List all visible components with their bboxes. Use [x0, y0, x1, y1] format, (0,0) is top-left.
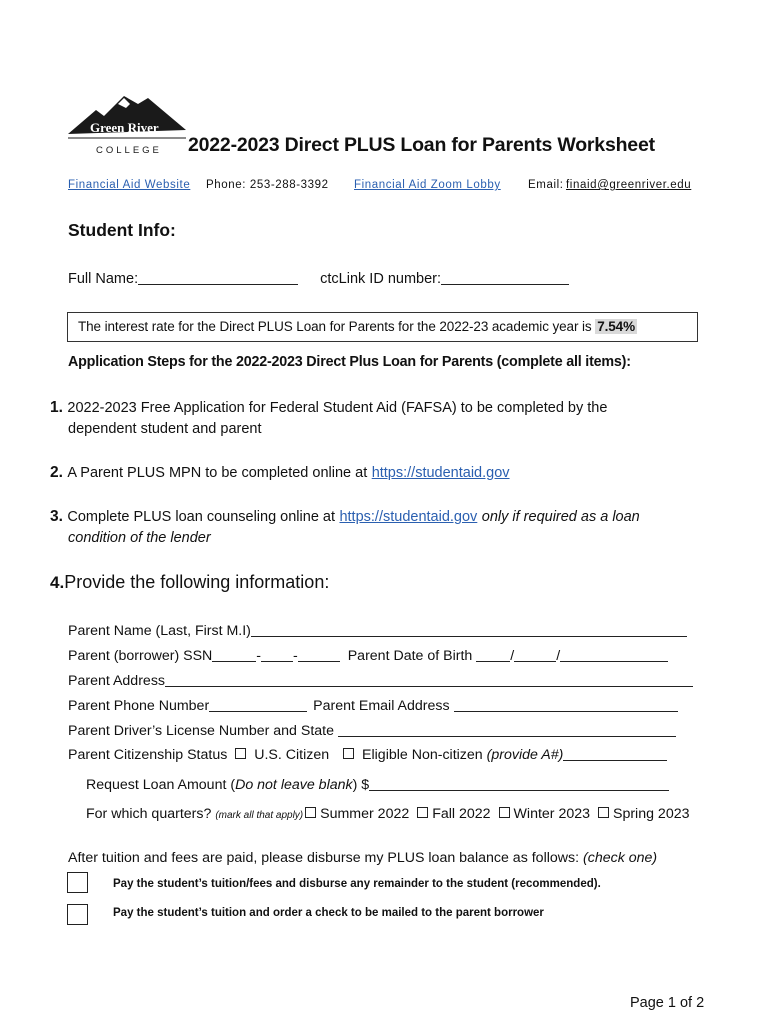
step-4: [50, 572, 329, 593]
green-river-college-logo: [66, 92, 188, 156]
full-name-row: [68, 270, 569, 287]
step-3-italic: only if required as a loan: [481, 509, 640, 525]
address-field[interactable]: [165, 672, 693, 687]
disburse-option-2-label: Pay the student’s tuition and order a check to be mailed to the parent borrower: [113, 907, 544, 919]
request-amount-row: [86, 776, 669, 793]
license-row: [68, 722, 676, 739]
winter-2023-checkbox[interactable]: [499, 807, 510, 818]
application-steps-heading: Application Steps for the 2022-2023 Direct Plus Loan for Parents (complete all items):: [68, 354, 631, 370]
ctclink-label: ctcLink ID number:: [320, 271, 442, 287]
ctclink-field[interactable]: [441, 270, 569, 285]
disburse-option-1-checkbox[interactable]: [67, 872, 88, 893]
ssn-dash: -: [256, 648, 262, 664]
step-2-number: 2.: [50, 464, 63, 481]
quarters-label: For which quarters?: [86, 806, 212, 822]
ssn-label: Parent (borrower) SSN: [68, 648, 213, 664]
full-name-label: Full Name:: [68, 271, 139, 287]
step-1-number: 1.: [50, 399, 63, 416]
a-number-field[interactable]: [563, 746, 667, 761]
license-field[interactable]: [338, 722, 676, 737]
step-3: [50, 508, 640, 526]
license-label: Parent Driver’s License Number and State: [68, 723, 335, 739]
parent-name-row: [68, 622, 687, 639]
request-amount-label: Request Loan Amount (: [86, 777, 236, 793]
citizenship-label: Parent Citizenship Status: [68, 747, 228, 763]
step-3-text: Complete PLUS loan counseling online at: [67, 509, 336, 525]
step-4-text: Provide the following information:: [64, 572, 330, 592]
winter-2023-label: Winter 2023: [513, 806, 591, 822]
summer-2022-checkbox[interactable]: [305, 807, 316, 818]
page-title: 2022-2023 Direct PLUS Loan for Parents Worksheet: [188, 134, 655, 156]
phone-number: Phone: 253-288-3392: [206, 179, 329, 191]
step-2-text: A Parent PLUS MPN to be completed online at: [67, 465, 368, 481]
parent-name-field[interactable]: [251, 622, 687, 637]
summer-2022-label: Summer 2022: [320, 806, 410, 822]
citizenship-row: [68, 746, 667, 763]
address-label: Parent Address: [68, 673, 166, 689]
step-1-text: 2022-2023 Free Application for Federal Student Aid (FAFSA) to be completed by the: [67, 400, 608, 416]
do-not-leave-blank: Do not leave blank: [235, 777, 353, 793]
disburse-option-2-checkbox[interactable]: [67, 904, 88, 925]
email-link[interactable]: finaid@greenriver.edu: [566, 179, 692, 191]
request-amount-dollar: ) $: [352, 777, 370, 793]
disburse-option-1-label: Pay the student’s tuition/fees and disburse any remainder to the student (recommended).: [113, 878, 601, 890]
fall-2022-checkbox[interactable]: [417, 807, 428, 818]
step-2-link[interactable]: https://studentaid.gov: [371, 465, 510, 481]
provide-a-number-hint: (provide A#): [486, 747, 564, 763]
dob-slash: /: [556, 648, 561, 664]
disburse-row: [68, 850, 657, 866]
mark-all-hint: (mark all that apply): [215, 810, 304, 821]
interest-rate-notice: [67, 312, 698, 342]
spring-2023-label: Spring 2023: [612, 806, 690, 822]
us-citizen-label: U.S. Citizen: [254, 747, 330, 763]
quarters-row: [86, 806, 690, 822]
address-row: [68, 672, 693, 689]
step-2: [50, 464, 510, 482]
ssn-dob-row: [68, 647, 668, 664]
dob-day[interactable]: [514, 647, 556, 662]
svg-text:Green River: Green River: [90, 120, 159, 135]
ssn-part-2[interactable]: [261, 647, 293, 662]
ssn-part-1[interactable]: [212, 647, 256, 662]
student-info-heading: Student Info:: [68, 220, 176, 240]
email-address-label: Parent Email Address: [313, 698, 450, 714]
ssn-dash: -: [293, 648, 298, 664]
email-label: Email:: [528, 179, 564, 191]
financial-aid-website-link[interactable]: Financial Aid Website: [68, 179, 191, 191]
ssn-part-3[interactable]: [298, 647, 340, 662]
step-1: [50, 399, 607, 417]
eligible-noncitizen-label: Eligible Non-citizen: [362, 747, 483, 763]
dob-year[interactable]: [560, 647, 668, 662]
spring-2023-checkbox[interactable]: [598, 807, 609, 818]
eligible-noncitizen-checkbox[interactable]: [343, 748, 354, 759]
dob-label: Parent Date of Birth: [347, 648, 473, 664]
phone-email-row: [68, 697, 678, 714]
step-3-number: 3.: [50, 508, 63, 525]
page-number: Page 1 of 2: [630, 995, 705, 1011]
phone-field[interactable]: [209, 697, 307, 712]
svg-text:COLLEGE: COLLEGE: [96, 145, 162, 156]
parent-name-label: Parent Name (Last, First M.I): [68, 623, 251, 639]
phone-label: Parent Phone Number: [68, 698, 210, 714]
step-3-link[interactable]: https://studentaid.gov: [339, 509, 478, 525]
check-one-hint: (check one): [583, 850, 658, 866]
full-name-field[interactable]: [138, 270, 298, 285]
fall-2022-label: Fall 2022: [432, 806, 491, 822]
dob-month[interactable]: [476, 647, 510, 662]
step-4-number: 4.: [50, 573, 65, 592]
interest-rate-value: 7.54%: [597, 319, 635, 334]
email-address-field[interactable]: [454, 697, 678, 712]
dob-slash: /: [510, 648, 515, 664]
us-citizen-checkbox[interactable]: [235, 748, 246, 759]
step-3-text-cont: condition of the lender: [68, 530, 211, 546]
step-1-text-cont: dependent student and parent: [68, 421, 262, 437]
request-amount-field[interactable]: [369, 776, 669, 791]
zoom-lobby-link[interactable]: Financial Aid Zoom Lobby: [354, 179, 501, 191]
mountain-logo-icon: [66, 92, 188, 156]
interest-rate-text: The interest rate for the Direct PLUS Loan for Parents for the 2022-23 academic year is: [78, 319, 592, 334]
disburse-text: After tuition and fees are paid, please disburse my PLUS loan balance as follows:: [68, 850, 580, 866]
